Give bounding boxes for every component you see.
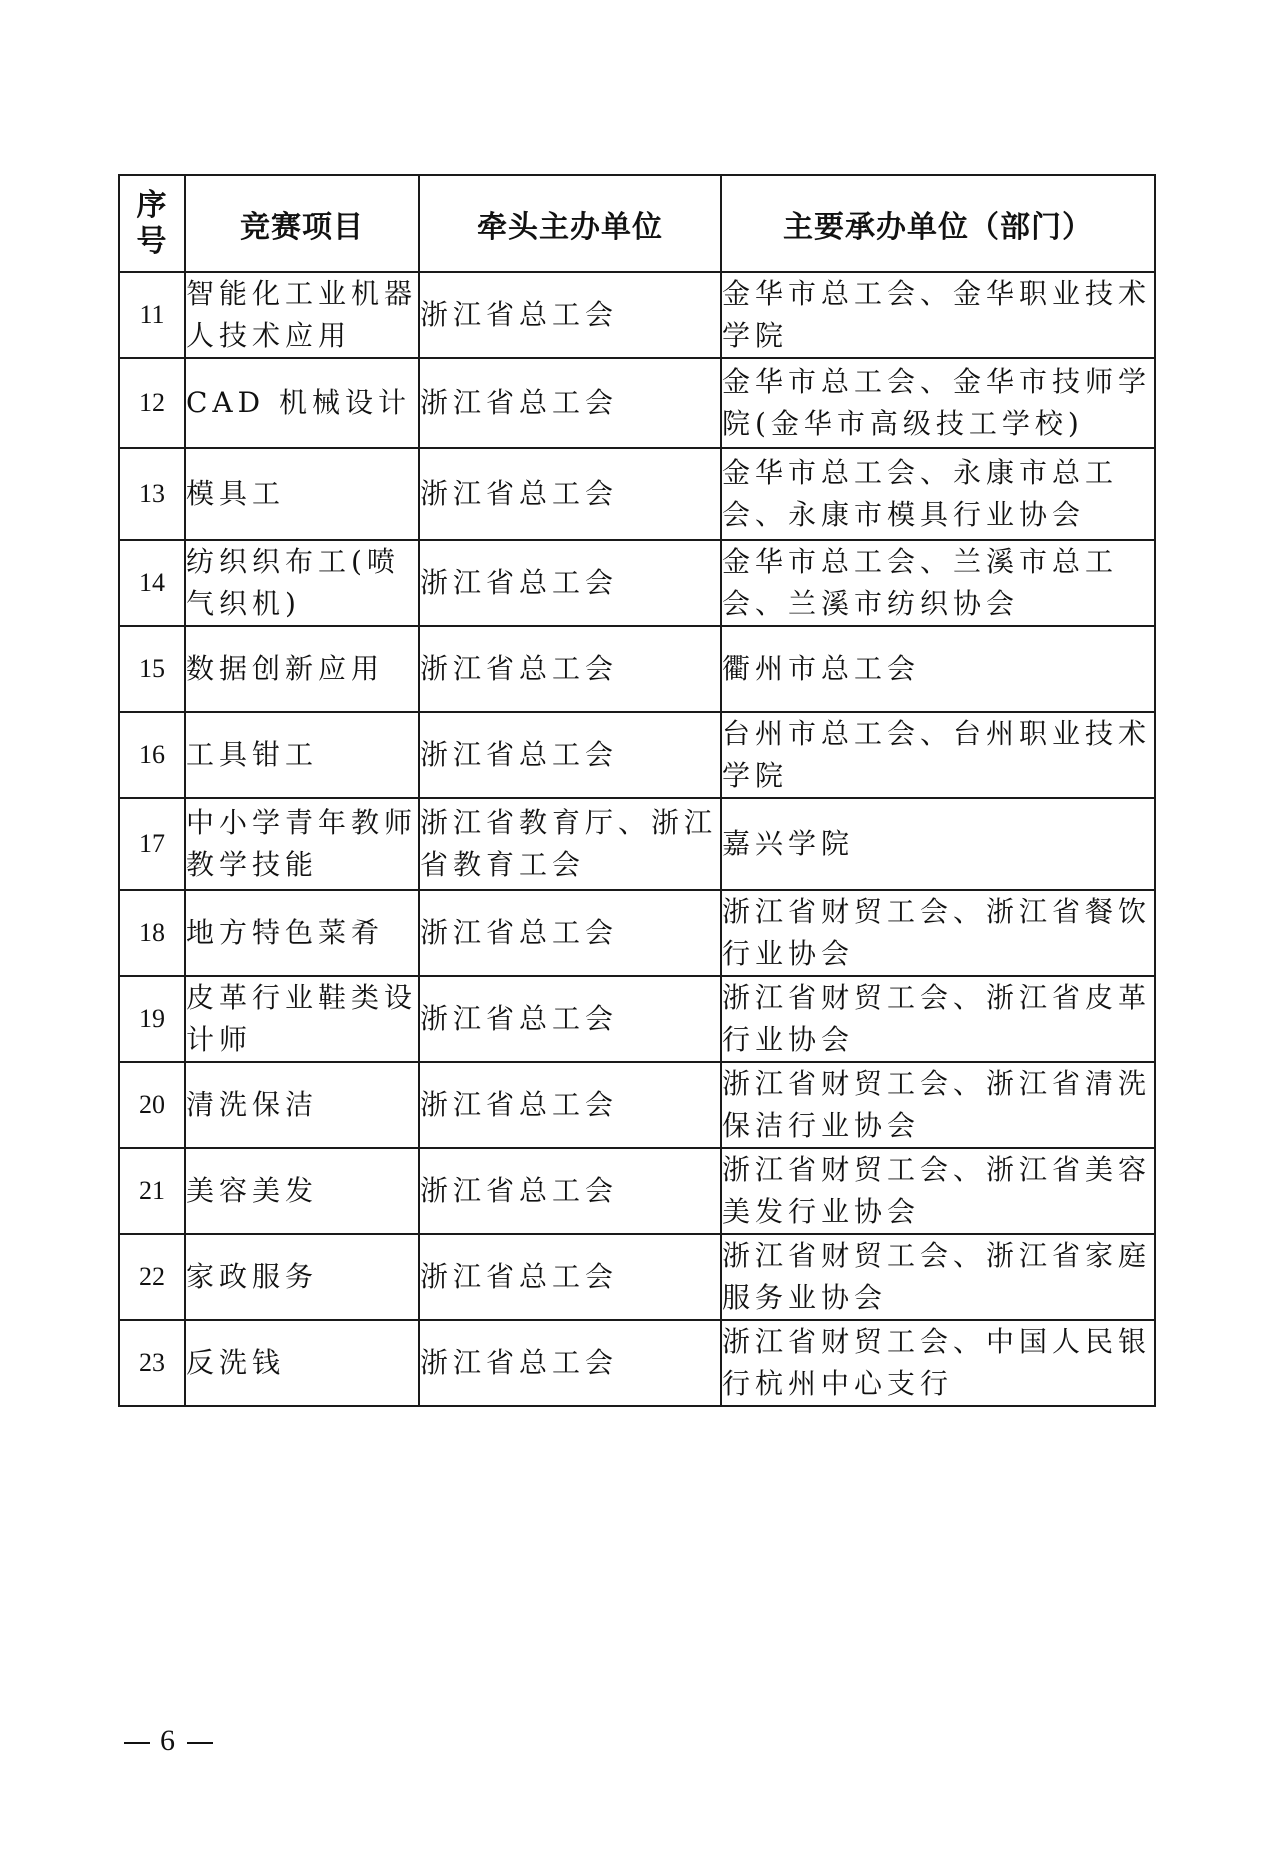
page-number <box>114 1724 223 1758</box>
cell-main-host: 浙江省财贸工会、浙江省清洗保洁行业协会 <box>721 1062 1155 1148</box>
cell-lead-organizer: 浙江省总工会 <box>419 1320 721 1406</box>
cell-lead-organizer: 浙江省总工会 <box>419 712 721 798</box>
page-number-value: 6 <box>160 1724 177 1757</box>
cell-lead-organizer: 浙江省总工会 <box>419 448 721 540</box>
cell-number: 11 <box>119 272 185 358</box>
cell-lead-organizer: 浙江省总工会 <box>419 1062 721 1148</box>
cell-number: 22 <box>119 1234 185 1320</box>
table-row <box>119 1234 1155 1320</box>
cell-lead-organizer: 浙江省总工会 <box>419 540 721 626</box>
cell-competition-item: 智能化工业机器人技术应用 <box>185 272 419 358</box>
cell-main-host: 衢州市总工会 <box>721 626 1155 712</box>
cell-main-host: 浙江省财贸工会、浙江省家庭服务业协会 <box>721 1234 1155 1320</box>
cell-competition-item: 纺织织布工(喷气织机) <box>185 540 419 626</box>
cell-main-host: 浙江省财贸工会、中国人民银行杭州中心支行 <box>721 1320 1155 1406</box>
cell-main-host: 嘉兴学院 <box>721 798 1155 890</box>
cell-competition-item: 清洗保洁 <box>185 1062 419 1148</box>
competition-table <box>118 174 1156 1407</box>
header-main-host: 主要承办单位（部门） <box>721 175 1155 272</box>
cell-competition-item: 皮革行业鞋类设计师 <box>185 976 419 1062</box>
cell-lead-organizer: 浙江省教育厅、浙江省教育工会 <box>419 798 721 890</box>
cell-competition-item: 数据创新应用 <box>185 626 419 712</box>
table-body <box>119 272 1155 1406</box>
cell-competition-item: 工具钳工 <box>185 712 419 798</box>
cell-number: 17 <box>119 798 185 890</box>
cell-competition-item: 反洗钱 <box>185 1320 419 1406</box>
table-row <box>119 358 1155 448</box>
cell-main-host: 金华市总工会、金华市技师学院(金华市高级技工学校) <box>721 358 1155 448</box>
cell-main-host: 浙江省财贸工会、浙江省餐饮行业协会 <box>721 890 1155 976</box>
cell-number: 14 <box>119 540 185 626</box>
cell-number: 23 <box>119 1320 185 1406</box>
page-number-dash-left <box>124 1742 150 1744</box>
cell-lead-organizer: 浙江省总工会 <box>419 626 721 712</box>
cell-number: 15 <box>119 626 185 712</box>
cell-competition-item: 模具工 <box>185 448 419 540</box>
table-row <box>119 540 1155 626</box>
page-number-dash-right <box>187 1742 213 1744</box>
header-number: 序 号 <box>119 175 185 272</box>
table-row <box>119 626 1155 712</box>
cell-main-host: 金华市总工会、金华职业技术学院 <box>721 272 1155 358</box>
cell-number: 18 <box>119 890 185 976</box>
cell-main-host: 浙江省财贸工会、浙江省美容美发行业协会 <box>721 1148 1155 1234</box>
header-lead-organizer: 牵头主办单位 <box>419 175 721 272</box>
table-header-row <box>119 175 1155 272</box>
cell-competition-item: 中小学青年教师教学技能 <box>185 798 419 890</box>
cell-number: 20 <box>119 1062 185 1148</box>
cell-number: 16 <box>119 712 185 798</box>
header-competition-item: 竞赛项目 <box>185 175 419 272</box>
cell-lead-organizer: 浙江省总工会 <box>419 976 721 1062</box>
cell-competition-item: 家政服务 <box>185 1234 419 1320</box>
cell-number: 19 <box>119 976 185 1062</box>
cell-competition-item: 美容美发 <box>185 1148 419 1234</box>
cell-competition-item: CAD 机械设计 <box>185 358 419 448</box>
table-row <box>119 1062 1155 1148</box>
cell-number: 13 <box>119 448 185 540</box>
cell-lead-organizer: 浙江省总工会 <box>419 358 721 448</box>
cell-main-host: 金华市总工会、兰溪市总工会、兰溪市纺织协会 <box>721 540 1155 626</box>
cell-main-host: 金华市总工会、永康市总工会、永康市模具行业协会 <box>721 448 1155 540</box>
table-row <box>119 272 1155 358</box>
table-row <box>119 1148 1155 1234</box>
table-row <box>119 798 1155 890</box>
table-row <box>119 1320 1155 1406</box>
cell-lead-organizer: 浙江省总工会 <box>419 1148 721 1234</box>
table-row <box>119 976 1155 1062</box>
cell-number: 12 <box>119 358 185 448</box>
table-row <box>119 448 1155 540</box>
cell-competition-item: 地方特色菜肴 <box>185 890 419 976</box>
cell-lead-organizer: 浙江省总工会 <box>419 272 721 358</box>
cell-main-host: 台州市总工会、台州职业技术学院 <box>721 712 1155 798</box>
cell-main-host: 浙江省财贸工会、浙江省皮革行业协会 <box>721 976 1155 1062</box>
table-row <box>119 890 1155 976</box>
cell-number: 21 <box>119 1148 185 1234</box>
cell-lead-organizer: 浙江省总工会 <box>419 1234 721 1320</box>
cell-lead-organizer: 浙江省总工会 <box>419 890 721 976</box>
table-row <box>119 712 1155 798</box>
